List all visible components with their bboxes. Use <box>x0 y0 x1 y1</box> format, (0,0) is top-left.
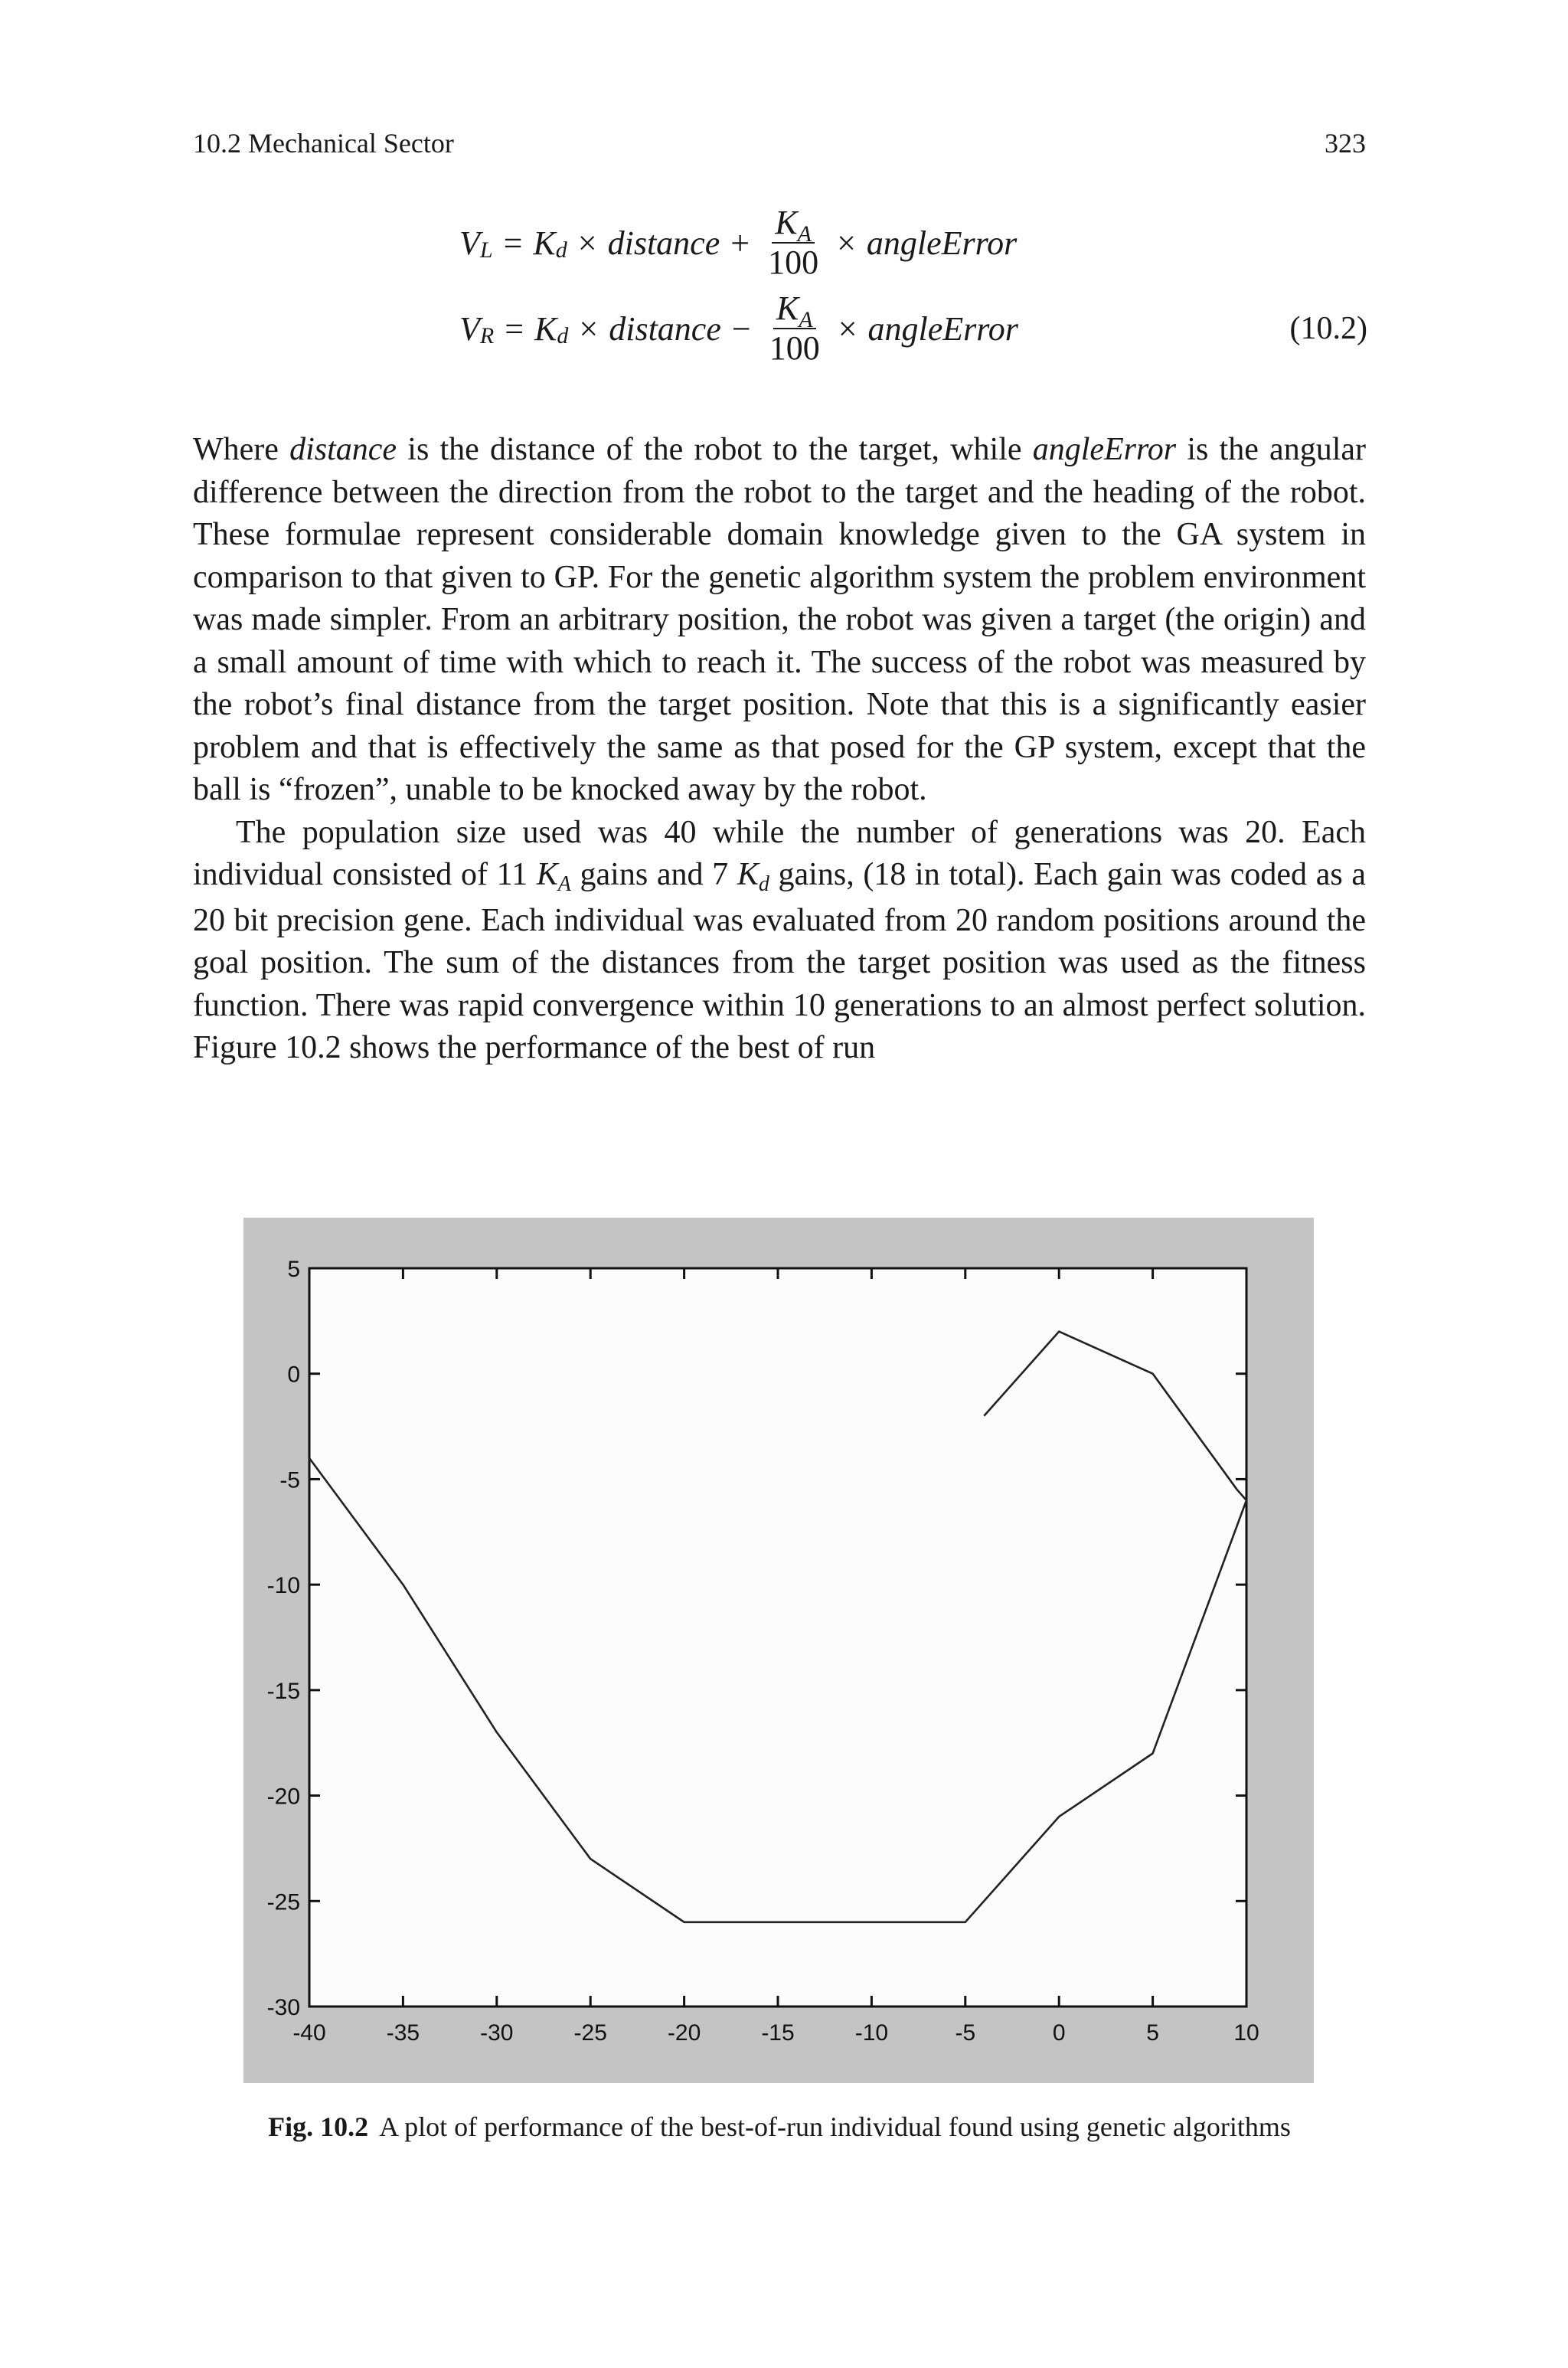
text-run: is the distance of the robot to the target, while <box>397 432 1033 467</box>
symbol-ka-sub: A <box>557 872 571 896</box>
x-tick-label: -15 <box>761 2020 795 2046</box>
eq-ka-sub: A <box>797 221 812 247</box>
eq-lhs: V <box>459 224 480 262</box>
eq-equals: = <box>505 309 524 348</box>
eq-equals: = <box>503 224 523 262</box>
eq-distance: distance <box>607 224 720 262</box>
eq-times: × <box>838 309 858 348</box>
equation-vl <box>0 201 1568 285</box>
eq-kd: K <box>534 309 557 348</box>
eq-times: × <box>837 224 856 262</box>
body-text <box>193 429 1366 1070</box>
plot-area <box>309 1268 1246 2007</box>
figure-caption <box>193 2111 1366 2143</box>
y-tick-label: 5 <box>287 1257 300 1282</box>
y-tick-label: -20 <box>266 1784 300 1810</box>
x-tick-label: -10 <box>854 2020 889 2046</box>
equation-vr <box>0 286 1568 371</box>
y-tick-label: -25 <box>266 1889 300 1915</box>
eq-ka: K <box>776 289 799 327</box>
emphasis-distance: distance <box>289 432 397 467</box>
x-tick-label: -30 <box>480 2020 514 2046</box>
paragraph-1 <box>193 429 1366 812</box>
eq-sign: − <box>731 309 751 348</box>
y-tick-label: -10 <box>266 1573 300 1599</box>
eq-denominator: 100 <box>768 244 819 281</box>
text-run: Where <box>193 432 290 467</box>
eq-lhs-sub: L <box>479 237 493 263</box>
text-run: is the angular difference between the direction from the robot to the target and the heading of the robot. These formulae represent considerable domain knowledge given to the GA system in comparison to that given to GP. For the genetic algorithm system the problem environment was made simpler. From an arbitrary position, the robot was given a target (the origin) and a small amount of time with which to reach it. The success of the robot was measured by the robot’s final distance from the target position. Note that this is a significantly easier problem and that is effectively the same as that posed for the GP system, except that the ball is “frozen”, unable to be knocked away by the robot. <box>193 432 1366 807</box>
paragraph-2 <box>193 812 1366 1070</box>
text-run: gains, (18 in total). Each gain was coded as a 20 bit precision gene. Each individual was evaluated from 20 random positions around the goal position. The sum of the distances from the target position was used as the fitness function. There was rapid convergence within 10 generations to an almost perfect solution. Figure 10.2 shows the performance of the best of run <box>193 857 1366 1065</box>
section-title: 10.2 Mechanical Sector <box>193 128 454 159</box>
eq-fraction <box>769 291 820 366</box>
eq-times: × <box>577 224 597 262</box>
trajectory-chart <box>243 1218 1314 2083</box>
eq-lhs-sub: R <box>479 323 495 348</box>
eq-ka-sub: A <box>799 306 813 332</box>
y-tick-label: -30 <box>266 1995 300 2020</box>
eq-kd-sub: d <box>557 323 569 348</box>
x-tick-label: -25 <box>573 2020 607 2046</box>
caption-label: Fig. 10.2 <box>268 2111 369 2142</box>
eq-ka: K <box>775 203 798 241</box>
x-tick-label: -20 <box>667 2020 701 2046</box>
running-head <box>193 127 1366 159</box>
eq-times: × <box>579 309 599 348</box>
eq-fraction <box>768 205 818 280</box>
x-tick-label: -40 <box>292 2020 326 2046</box>
y-tick-label: -5 <box>279 1467 300 1493</box>
y-tick-label: -15 <box>266 1678 300 1704</box>
symbol-ka: K <box>536 857 558 892</box>
symbol-kd: K <box>737 857 759 892</box>
y-tick-label: 0 <box>287 1362 300 1388</box>
caption-text: A plot of performance of the best-of-run individual found using genetic algorithms <box>379 2111 1291 2142</box>
x-tick-label: 0 <box>1052 2020 1066 2046</box>
eq-angle-error: angleError <box>867 309 1018 348</box>
eq-lhs: V <box>459 309 480 348</box>
eq-distance: distance <box>609 309 721 348</box>
eq-kd-sub: d <box>555 237 567 263</box>
emphasis-angle-error: angleError <box>1032 432 1177 467</box>
x-tick-label: 10 <box>1233 2020 1259 2046</box>
eq-sign: + <box>730 224 750 262</box>
equation-number: (10.2) <box>1289 311 1367 346</box>
page-number: 323 <box>1325 128 1366 159</box>
text-run: The population size used was 40 while the number of generations was 20. Each individual consisted of 11 <box>193 814 1366 892</box>
eq-kd: K <box>533 224 556 262</box>
eq-denominator: 100 <box>769 329 820 367</box>
x-tick-label: -5 <box>955 2020 976 2046</box>
figure-10-2 <box>243 1218 1314 2083</box>
x-tick-label: -35 <box>386 2020 420 2046</box>
text-run: gains and 7 <box>570 857 737 892</box>
x-tick-label: 5 <box>1146 2020 1159 2046</box>
symbol-kd-sub: d <box>758 872 769 896</box>
eq-angle-error: angleError <box>866 224 1018 262</box>
